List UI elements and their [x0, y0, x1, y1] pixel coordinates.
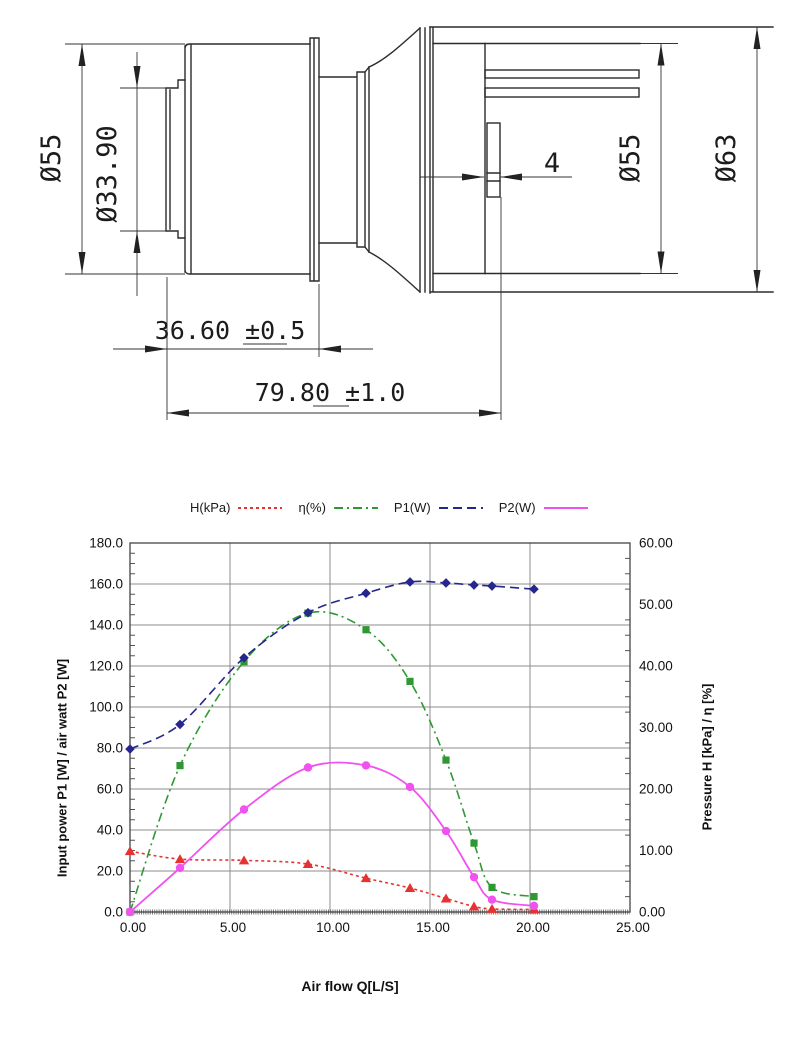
dim-diameter-55-right: Ø55 [615, 133, 646, 183]
left-tick-label: 60.0 [96, 781, 123, 797]
marker-square [406, 678, 413, 685]
marker-diamond [469, 580, 479, 590]
right-tick-label: 20.00 [639, 781, 673, 797]
dimension-labels [36, 125, 742, 407]
marker-circle [488, 896, 496, 904]
right-tick-label: 50.00 [639, 597, 673, 612]
marker-diamond [361, 588, 371, 598]
right-tick-label: 30.00 [639, 720, 673, 735]
marker-square [362, 626, 369, 633]
marker-square [442, 756, 449, 763]
marker-circle [362, 761, 370, 769]
dim-length-36-60: 36.60 ±0.5 [154, 316, 306, 345]
dim-width-4: 4 [543, 148, 561, 179]
x-tick-label: 10.00 [316, 920, 350, 935]
right-axis-title: Pressure H [kPa] / η [%] [699, 683, 715, 831]
x-tick-label: 5.00 [219, 920, 247, 935]
marker-triangle [469, 901, 479, 910]
left-axis-title: Input power P1 [W] / air watt P2 [W] [54, 658, 70, 878]
left-tick-label: 120.0 [89, 658, 123, 674]
right-tick-label: 0.00 [639, 904, 666, 920]
left-tick-label: 180.0 [89, 535, 123, 551]
marker-circle [240, 805, 248, 813]
marker-diamond [487, 581, 497, 591]
dim-diameter-55-left: Ø55 [36, 133, 67, 183]
chart-plot [0, 460, 790, 1038]
left-tick-label: 140.0 [89, 617, 123, 633]
x-tick-label: 0.00 [119, 920, 147, 935]
dim-diameter-63: Ø63 [711, 133, 742, 183]
series-line-η(%) [130, 612, 534, 912]
marker-triangle [405, 883, 415, 892]
marker-circle [176, 864, 184, 872]
marker-square [176, 762, 183, 769]
marker-diamond [529, 584, 539, 594]
left-tick-label: 40.0 [96, 822, 123, 838]
x-tick-label: 20.00 [516, 920, 550, 935]
marker-circle [442, 827, 450, 835]
technical-drawing [0, 0, 790, 460]
marker-square [470, 840, 477, 847]
x-axis-title: Air flow Q[L/S] [301, 978, 399, 994]
legend-label-p2: P2(W) [498, 500, 536, 515]
x-tick-label: 25.00 [616, 920, 650, 935]
marker-circle [530, 902, 538, 910]
marker-circle [470, 873, 478, 881]
left-tick-label: 20.0 [96, 863, 123, 879]
part-outline [166, 27, 773, 293]
series-line-P2(W) [130, 762, 534, 912]
marker-square [530, 893, 537, 900]
dim-length-79-80: 79.80 ±1.0 [254, 378, 406, 407]
legend-label-p1: P1(W) [393, 500, 431, 515]
series-line-P1(W) [130, 581, 534, 749]
marker-diamond [125, 744, 135, 754]
marker-circle [126, 908, 134, 916]
right-tick-label: 10.00 [639, 843, 673, 858]
left-tick-label: 100.0 [89, 699, 123, 715]
left-tick-label: 80.0 [96, 740, 123, 756]
marker-diamond [405, 577, 415, 587]
marker-diamond [441, 578, 451, 588]
left-tick-label: 0.0 [104, 904, 123, 920]
left-tick-label: 160.0 [89, 576, 123, 592]
dim-diameter-33-90: Ø33.90 [92, 125, 123, 223]
marker-triangle [441, 893, 451, 902]
x-tick-label: 15.00 [416, 920, 450, 935]
right-tick-label: 40.00 [639, 658, 673, 674]
marker-circle [304, 763, 312, 771]
plot-border [130, 543, 630, 912]
marker-circle [406, 783, 414, 791]
legend-label-h: H(kPa) [190, 500, 231, 515]
right-tick-label: 60.00 [639, 535, 673, 551]
legend-label-eta: η(%) [298, 500, 326, 515]
marker-square [488, 884, 495, 891]
dimension-lines [65, 27, 757, 420]
performance-chart [0, 460, 790, 1038]
